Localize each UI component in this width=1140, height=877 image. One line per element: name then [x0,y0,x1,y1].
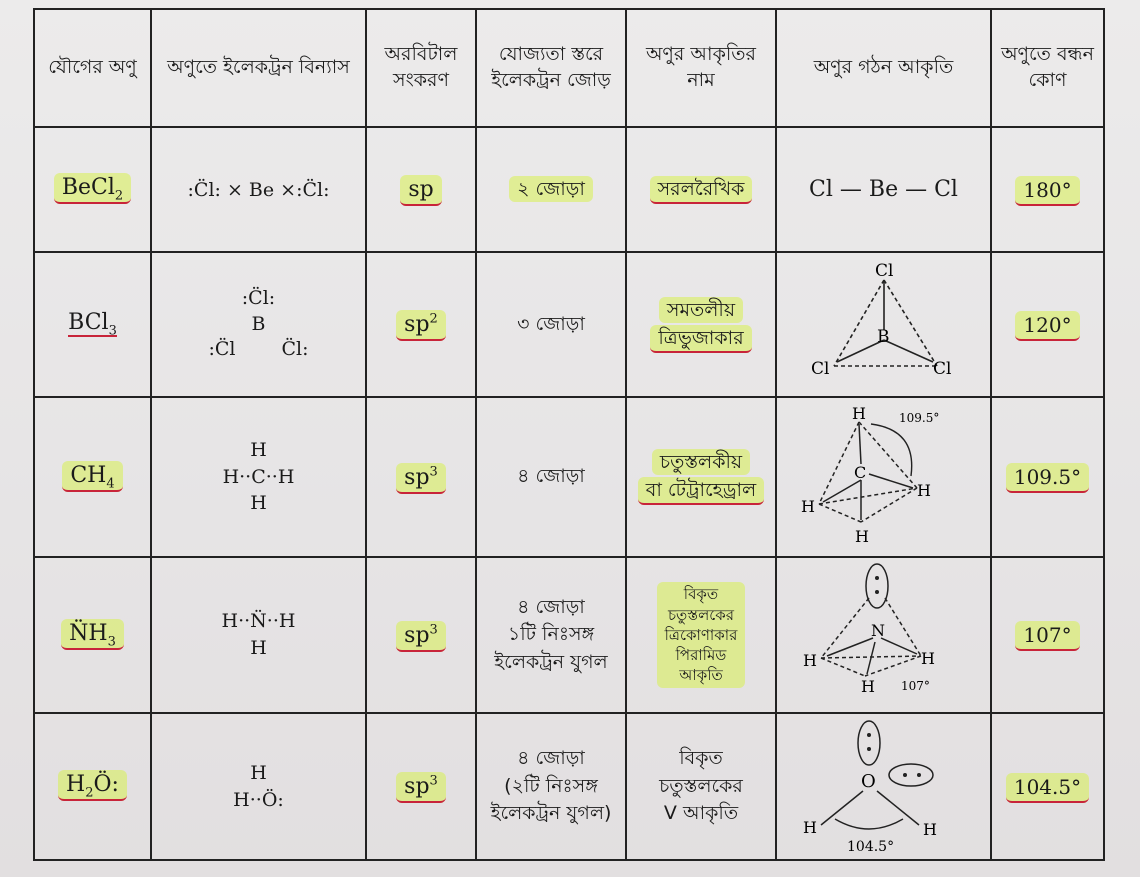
atom-bottom: H [854,527,869,546]
pairs-line: ইলেকট্রন যুগল) [490,802,612,825]
formula-base: BeCl [61,175,115,201]
cell-molecule [34,397,151,557]
angle-label: 109.5° [898,411,939,425]
table-row [34,397,1104,557]
cell-pairs [476,252,626,397]
atom-top: Cl [874,260,893,281]
table-row [34,252,1104,397]
pairs-text: ৪ জোড়া [517,465,585,488]
atom-right: Cl [932,358,951,379]
cell-structure [776,252,991,397]
formula-sub: 4 [106,476,115,492]
shape-line: ত্রিভুজাকার [650,325,751,353]
bent-diagram [799,715,969,855]
shape-line: V আকৃতি [663,802,739,825]
hyb-base: sp [408,177,434,203]
table-row [34,557,1104,713]
atom-left: H [800,497,815,516]
formula-sub: 2 [114,188,124,204]
atom-center: B [876,326,889,347]
cell-lewis [151,557,366,713]
cell-shape [626,252,776,397]
header-hybridization: অরবিটাল সংকরণ [366,9,476,127]
atom-bottom: H [860,677,875,696]
atom-center: C [853,463,866,482]
atom-center: O [860,770,876,792]
atom-left: Cl [810,358,829,379]
cell-pairs [476,127,626,252]
formula-sub: 3 [108,323,117,339]
formula-base: N̈H [69,620,108,646]
header-molecule: যৌগের অণু [34,9,151,127]
bond-angle: 109.5° [1006,463,1089,493]
shape-line: বিকৃত [683,585,719,604]
atom-right: H [920,649,935,668]
shape-line: বা টেট্রাহেড্রাল [638,477,764,505]
atom-top: H [851,404,866,423]
cell-angle [991,252,1104,397]
hyb-base: sp [404,774,430,800]
tetrahedral-diagram [799,400,969,550]
pairs-line: ১টি নিঃসঙ্গ [507,623,595,646]
trigonal-planar-diagram [809,258,959,388]
shape-line: পিরামিড [675,646,727,665]
shape-line: আকৃতি [679,666,723,685]
header-shape-name: অণুর আকৃতির নাম [626,9,776,127]
pyramidal-diagram [799,558,969,708]
formula-sub: 3 [107,634,116,650]
molecule-formula [61,619,124,650]
cell-structure [776,127,991,252]
molecule-formula [68,310,117,337]
table-row [34,713,1104,860]
molecule-formula [54,173,131,204]
lewis-mid: H··N̈··H [221,610,296,633]
cell-pairs [476,397,626,557]
shape-line: চতুস্তলকের [667,605,735,624]
cell-angle [991,557,1104,713]
cell-structure [776,397,991,557]
bond-angle: 120° [1015,311,1079,341]
cell-shape [626,397,776,557]
lewis-mid: H··Ö: [233,788,284,811]
pairs-text: ২ জোড়া [509,176,593,202]
shape-line: বিকৃত [679,747,723,770]
cell-pairs [476,557,626,713]
hyb-sup: 3 [429,464,438,480]
header-electron-config: অণুতে ইলেকট্রন বিন্যাস [151,9,366,127]
hyb-base: sp [404,464,430,490]
formula-sub: 2 [85,785,94,801]
structure-linear: Cl — Be — Cl [809,177,958,202]
hyb-sup: 3 [429,622,438,638]
formula-base: CH [70,462,107,488]
header-structure: অণুর গঠন আকৃতি [776,9,991,127]
atom-right: H [916,481,931,500]
lewis-top: :C̈l: [241,287,276,310]
cell-angle [991,713,1104,860]
lewis-bottom: H [250,492,267,515]
pairs-line: ইলেকট্রন যুগল [494,650,608,673]
lewis-left: :C̈l [208,338,236,361]
lewis-bottom: H [250,637,267,659]
lewis-top: H [250,761,267,784]
bond-angle: 104.5° [1006,773,1089,803]
hybridization-value [396,621,446,652]
lewis-center: B [251,312,266,335]
cell-molecule [34,127,151,252]
shape-line: ত্রিকোণাকার [664,625,738,644]
cell-angle [991,127,1104,252]
formula-base: H [66,772,86,798]
pairs-text: ৩ জোড়া [517,312,585,335]
cell-pairs [476,713,626,860]
cell-structure [776,557,991,713]
formula-base: BCl [68,310,109,336]
hybridization-value [400,175,441,206]
cell-molecule [34,713,151,860]
hyb-sup: 2 [429,311,438,327]
lewis-bottom [152,337,365,363]
cell-hybridization [366,713,476,860]
atom-left: H [802,817,817,837]
cell-shape [626,713,776,860]
cell-angle [991,397,1104,557]
cell-hybridization [366,397,476,557]
molecule-formula [62,461,122,492]
hyb-base: sp [404,312,430,338]
angle-label: 104.5° [846,838,894,855]
cell-lewis [151,127,366,252]
hybridization-value [396,463,446,494]
shape-name: সরলরৈখিক [650,176,753,204]
bond-angle: 180° [1015,176,1079,206]
cell-lewis [151,713,366,860]
molecule-formula [58,770,127,801]
vsepr-table [33,8,1105,861]
atom-center: N [870,621,885,640]
angle-label: 107° [900,679,930,693]
lewis-right: C̈l: [281,338,309,361]
hybridization-value [396,310,446,341]
lewis-structure: :C̈l: × Be ×:C̈l: [187,178,330,201]
table-row [34,127,1104,252]
cell-shape [626,557,776,713]
shape-line: চতুস্তলকের [659,774,743,797]
cell-molecule [34,252,151,397]
cell-hybridization [366,557,476,713]
header-row [34,9,1104,127]
atom-left: H [802,651,817,670]
formula-tail: Ö: [93,772,119,798]
cell-hybridization [366,127,476,252]
hyb-sup: 3 [429,773,438,789]
cell-shape [626,127,776,252]
pairs-line: ৪ জোড়া [517,747,585,770]
pairs-line: ৪ জোড়া [517,595,585,618]
cell-lewis [151,397,366,557]
cell-hybridization [366,252,476,397]
lewis-top: H [250,439,267,462]
cell-lewis [151,252,366,397]
hyb-base: sp [404,622,430,648]
atom-right: H [922,819,937,839]
shape-line: চতুস্তলকীয় [652,449,750,475]
lewis-mid: H··C··H [222,465,295,488]
header-bond-angle: অণুতে বন্ধন কোণ [991,9,1104,127]
hybridization-value [396,772,446,803]
cell-molecule [34,557,151,713]
cell-structure [776,713,991,860]
bond-angle: 107° [1015,621,1079,651]
pairs-line: (২টি নিঃসঙ্গ [504,774,598,797]
header-valence-pairs: যোজ্যতা স্তরে ইলেকট্রন জোড় [476,9,626,127]
shape-line: সমতলীয় [659,297,743,323]
